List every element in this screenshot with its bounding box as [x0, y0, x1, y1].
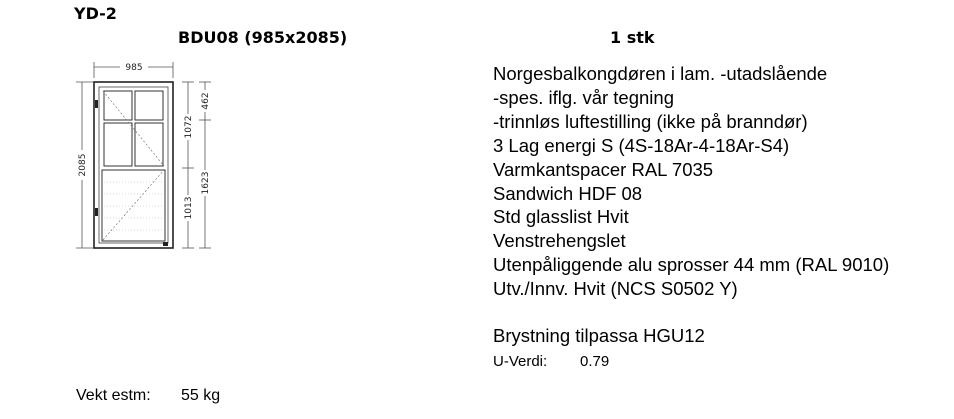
u-value-label: U-Verdi: [493, 353, 548, 370]
top-pane-label: 462 [201, 92, 211, 110]
door-sash [99, 87, 168, 243]
spec-line: Std glasslist Hvit [493, 206, 629, 228]
lower-panel-label: 1013 [184, 196, 194, 220]
spec-line: Norgesbalkongdøren i lam. -utadslående [493, 63, 828, 84]
spec-line: Utv./Innv. Hvit (NCS S0502 Y) [493, 278, 738, 300]
weight-value: 55 kg [181, 387, 221, 404]
width-label: 985 [125, 63, 143, 73]
quantity: 1 stk [610, 28, 655, 47]
panel-hatching [104, 182, 163, 230]
spec-line: -spes. iflg. vår tegning [493, 86, 674, 108]
spec-list [493, 62, 889, 301]
spec-line: Venstrehengslet [493, 230, 626, 252]
door-frame [94, 82, 173, 248]
spec-line: 3 Lag energi S (4S-18Ar-4-18Ar-S4) [493, 134, 790, 156]
hinge-bottom [95, 208, 98, 216]
spec-note: Brystning tilpassa HGU12 [493, 325, 705, 346]
spec-line: Varmkantspacer RAL 7035 [493, 158, 714, 180]
hinge-top [95, 100, 98, 108]
threshold-mark [163, 242, 168, 246]
spec-line: Sandwich HDF 08 [493, 182, 643, 204]
position-code: YD-2 [74, 4, 117, 23]
door-model-title: BDU08 (985x2085) [178, 28, 348, 47]
door-drawing [72, 58, 232, 258]
weight-label: Vekt estm: [76, 387, 151, 404]
upper-glass-label: 1072 [184, 115, 194, 139]
sill-to-rail-label: 1623 [201, 171, 211, 195]
spec-line: Utenpåliggende alu sprosser 44 mm (RAL 9010) [493, 254, 890, 276]
spec-line: -trinnløs luftestilling (ikke på branndør) [493, 110, 808, 132]
u-value: 0.79 [580, 353, 610, 370]
height-label: 2085 [78, 153, 88, 177]
